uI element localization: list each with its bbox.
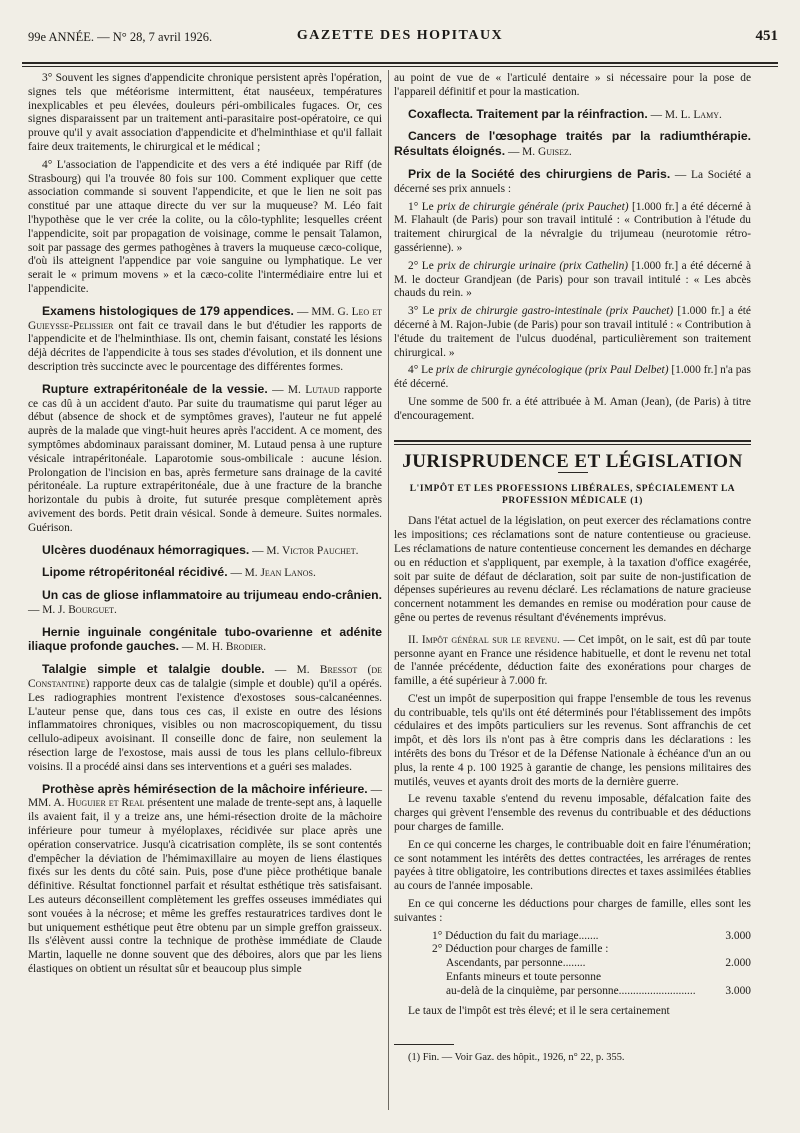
- prix-name: prix de chirurgie urinaire (prix Cathelin): [437, 259, 629, 272]
- deduction-label: 2° Déduction pour charges de famille :: [432, 943, 609, 956]
- continued-paragraph: au point de vue de « l'articulé dentaire » si nécessaire pour la pose de l'appareil définitif et pour la mastication.: [394, 72, 751, 98]
- issue-info: 99e ANNÉE. — N° 28, 7 avril 1926.: [28, 30, 213, 44]
- section-authors: — M. Victor Pauchet.: [252, 544, 359, 557]
- section-talalgie: [28, 663, 382, 774]
- deduction-row: [402, 930, 751, 944]
- section-lipome: [28, 566, 382, 581]
- footnote: (1) Fin. — Voir Gaz. des hôpit., 1926, n° 22, p. 355.: [408, 1052, 625, 1064]
- left-column: [28, 72, 382, 981]
- prix-text: [1.000 fr.] a été décerné à M. Rajon-Jubie (de Paris) pour son travail intitulé : « Contribution à l'étude du traitement de l'ulcus duodénal, particulièrement son traitement chirurgical. »: [394, 305, 751, 359]
- prix-item-3: [394, 305, 751, 360]
- section-title: Un cas de gliose inflammatoire au trijumeau endo-crânien.: [42, 588, 382, 603]
- section-authors: — M. Lutaud: [272, 383, 340, 396]
- section-coxaflecta: [394, 108, 751, 123]
- section-body: présentent une malade de trente-sept ans, à laquelle ils avaient fait, il y a treize ans, une hémi-résection droite de la mâchoire inférieure pour tumeur à myéloplaxes, récidivée sur place après une opération conservatrice. Jusqu'à cicatrisation complète, ils se sont contentés d'empêcher la déviation de l'hémimaxillaire au moyen de liens élastiques fixés sur les dents du côté sain. Puis, pose d'une pièce prothétique banale définitive. Résultat fonctionnel parfait et résultat esthétique très satisfaisant. Les auteurs déconseillent complètement les greffes osseuses immédiates qui sont vouées à la nécrose; et même les greffes restauratrices tardives dont le but uniquement esthétique peut être obtenu par un simple greffon graisseux. Ils s'élèvent aussi contre la technique de prothèse immédiate de Claude Martin, laquelle ne donne souvent que des déboires, alors que par les liens élastiques on obtient un résultat sûr et beaucoup plus simple: [28, 797, 382, 976]
- article-title: L'IMPÔT ET LES PROFESSIONS LIBÉRALES, SPÉCIALEMENT LA PROFESSION MÉDICALE (1): [409, 484, 736, 507]
- title-rule: [558, 472, 588, 473]
- footnote-rule: [394, 1044, 454, 1045]
- journal-title: GAZETTE DES HOPITAUX: [296, 28, 504, 43]
- prix-number: 2° Le: [408, 259, 438, 272]
- prix-name: prix de chirurgie générale (prix Pauchet): [437, 200, 629, 213]
- section-authors: — MM. A. Huguier et Real: [28, 783, 382, 810]
- section-authors: — M. Jean Lanos.: [230, 567, 316, 580]
- section-body: — La Société a décerné ses prix annuels :: [394, 168, 751, 195]
- prix-text: [1.000 fr.] n'a pas été décerné.: [394, 364, 751, 391]
- column-divider: [388, 70, 389, 1110]
- prix-number: 3° Le: [408, 305, 439, 318]
- deductions-list: [402, 930, 751, 999]
- section-prix-societe: [394, 168, 751, 197]
- prix-text: [1.000 fr.] a été décerné à M. le docteur Grandjean (de Paris) pour son travail intitulé : « Les abcès chauds du rein. »: [394, 259, 751, 300]
- prix-item-1: [394, 201, 751, 256]
- section-cancers-oesophage: [394, 130, 751, 160]
- section-title: Coxaflecta. Traitement par la réinfraction.: [408, 106, 648, 121]
- deduction-row: [402, 957, 751, 971]
- section-authors: — M. Guisez.: [507, 146, 572, 159]
- header-rule-thin: [22, 66, 778, 67]
- header-rule: [22, 62, 778, 64]
- deduction-row: [402, 971, 751, 985]
- article-paragraph: Dans l'état actuel de la législation, on peut exercer des réclamations contre les impositions; ces réclamations sont de nature contentieuse ou gracieuse. Les réclamations de nature contentieuse concernent les demandes en décharge ou en réduction et s'appliquent, par exemple, à la taxation d'office exagérée, soit par suite de défaut de déclaration, soit par suite de non-justification de dépenses supérieures au revenu déclaré. Les réclamations de nature gracieuse concernent notamment les demandes en remise ou modération pour cause de gêne ou pertes de revenus résultant d'événements imprévus.: [394, 515, 751, 624]
- prix-item-4: [394, 364, 751, 392]
- article-paragraph: Le revenu taxable s'entend du revenu imposable, défalcation faite des charges qui grèvent l'ensemble des revenus du contribuable et des déductions pour charges de famille.: [394, 793, 751, 834]
- section-title: Cancers de l'œsophage traités par la radiumthérapie. Résultats éloignés.: [394, 129, 751, 159]
- article-paragraph: Le taux de l'impôt est très élevé; et il le sera certainement: [408, 1004, 670, 1017]
- section-title: Prix de la Société des chirurgiens de Paris.: [408, 166, 671, 181]
- section-hernie-inguinale: [28, 626, 382, 656]
- prix-item-2: [394, 260, 751, 301]
- paragraph-appendicite-3: 3° Souvent les signes d'appendicite chronique persistent après l'opération, signes tels que météorisme intermittent, état nauséeux, températures inexplicables et peu élevées, douleurs péri-ombilicales fugaces. Or, ces signes disparaissent par un traitement anti-parasitaire post-opératoire, ce qui prouve qu'il y avait association d'appendicite et d'helminthiase et qu'il fallait faire deux traitements, le chirurgical et le médical ;: [28, 72, 382, 153]
- article-paragraph: C'est un impôt de superposition qui frappe l'ensemble de tous les revenus du contribuable, tels qu'ils ont été déterminés pour l'établissement des impôts cédulaires et des impôts particuliers sur les revenus. Sont affranchis de cet impôt, et dès lors ils n'ont pas à être compris dans les déclarations : les intérêts des bons du Trésor et de la Défense Nationale à échéance d'un an ou plus, la rente 4 p. 100 1925 à garantie de change, les pensions militaires des mutilés, veuves et ayants droit des morts de la dernière guerre.: [394, 692, 751, 788]
- subsection-heading: II. Impôt général sur le revenu.: [408, 633, 560, 646]
- section-title: Ulcères duodénaux hémorragiques.: [42, 542, 250, 557]
- section-authors: — M. L. Lamy.: [650, 108, 722, 121]
- section-gliose: [28, 589, 382, 618]
- prix-item-5: Une somme de 500 fr. a été attribuée à M. Aman (Jean), (de Paris) à titre d'encouragement.: [394, 395, 751, 422]
- section-authors: — M. H. Brodier.: [181, 641, 267, 654]
- deduction-row: [402, 943, 751, 957]
- right-column: [394, 72, 751, 1069]
- article-paragraph: En ce qui concerne les déductions pour charges de famille, elles sont les suivantes :: [394, 898, 751, 924]
- section-authors: — M. J. Bourguet.: [28, 603, 117, 616]
- section-authors: — MM. G. Leo et Guieysse-Pelissier: [28, 305, 382, 332]
- paragraph-appendicite-4: 4° L'association de l'appendicite et des vers a été indiquée par Riff (de Strasbourg) qui l'a trouvée 80 fois sur 100. Comment expliquer que cette association commande si souvent l'appendicite, et que le lien ne soit pas constitué par une attaque directe du ver sur la muqueuse? M. Léo fait l'hypothèse que le ver crée la colite, ou la côlo-typhlite; lesquelles créent l'appendicite, soit par propagation de voisinage, comme le pensait Talamon, soit par passage des germes pathogènes à travers la muqueuse cæco-colique, d'où ils atteignent l'appendice par voie sanguine ou lymphatique. Le ver serait le « primum movens » et la cæco-colite l'intermédiaire entre lui et l'appendicite.: [28, 158, 382, 295]
- subsection-body: — Cet impôt, on le sait, est dû par toute personne ayant en France une résidence habituelle, et dont le revenu net total de l'année précédente, déduction faite des exonérations pour charges de famille, a été supérieur à 7.000 fr.: [394, 633, 751, 688]
- deduction-label: 1° Déduction du fait du mariage.......: [432, 929, 599, 942]
- deduction-value: 3.000: [725, 984, 751, 997]
- section-title: Talalgie simple et talalgie double.: [42, 662, 265, 677]
- deduction-value: 3.000: [725, 929, 751, 942]
- section-authors: — M. Bressot (de Constantine): [28, 664, 382, 691]
- section-prothese-machoire: [28, 783, 382, 977]
- deduction-label: au-delà de la cinquième, par personne...........................: [446, 984, 696, 997]
- prix-name: prix de chirurgie gynécologique (prix Paul Delbet): [436, 364, 669, 377]
- page-header: [22, 26, 778, 50]
- deduction-label: Ascendants, par personne........: [446, 957, 586, 970]
- deduction-label: Enfants mineurs et toute personne: [446, 971, 601, 984]
- section-separator-thin: [394, 444, 751, 445]
- section-body: rapporte deux cas de talalgie (simple et double) qu'il a opérés. Les radiographies montrent l'existence d'exostoses sous-calcanéennes. L'auteur pense que, dans tous ces cas, il existe en outre des lésions inflammatoires chroniques, visibles ou non macroscopiquement, du tissu cellulo-adipeux avoisinant. Il conseille donc de faire, non seulement la résection large de l'exostose, mais aussi de tous les plans cellulo-fibreux voisins. Il a procédé ainsi dans ses interventions et a guéri ses malades.: [28, 678, 382, 773]
- section-rupture-vessie: [28, 383, 382, 536]
- section-title: Lipome rétropéritonéal récidivé.: [42, 565, 228, 580]
- section-separator: [394, 440, 751, 442]
- prix-name: prix de chirurgie gastro-intestinale (prix Pauchet): [438, 305, 674, 318]
- deduction-row: [402, 985, 751, 999]
- section-heading-jurisprudence: JURISPRUDENCE ET LÉGISLATION: [402, 450, 743, 472]
- article-paragraph: [394, 634, 751, 689]
- section-ulceres-duodenaux: [28, 544, 382, 559]
- section-title: Examens histologiques de 179 appendices.: [42, 303, 294, 318]
- prix-number: 1° Le: [408, 200, 438, 213]
- section-examens-histologiques: [28, 305, 382, 375]
- prix-text: [1.000 fr.] a été décerné à M. Flahault (de Paris) pour son travail intitulé : « Contribution à l'étude du traitement chirurgical de la névralgie du trijumeau (neurotomie rétro-gassérienne). »: [394, 200, 752, 254]
- prix-number: 4° Le: [408, 364, 436, 377]
- article-paragraph: En ce qui concerne les charges, le contribuable doit en faire l'énumération; ce sont notamment les intérêts des dettes contractées, les arrérages de rentes payées à titre obligatoire, les contributions directes et taxes assimilées établies au cours de l'année imposable.: [394, 838, 751, 893]
- page-number: 451: [755, 28, 778, 44]
- section-body: ont fait ce travail dans le but d'étudier les rapports de l'appendicite et de l'helminthiase. Ils ont, chemin faisant, constaté les lésions déjà décrites de l'appendicite à tous ses stades d'évolution, et ils donnent une description très succincte avec le pourcentage des différentes formes.: [28, 319, 382, 373]
- section-title: Rupture extrapéritonéale de la vessie.: [42, 381, 268, 396]
- deduction-value: 2.000: [725, 957, 751, 970]
- section-title: Hernie inguinale congénitale tubo-ovarienne et adénite iliaque profonde gauches.: [28, 624, 382, 654]
- section-title: Prothèse après hémirésection de la mâchoire inférieure.: [42, 781, 368, 796]
- section-body: rapporte ce cas dû à un accident d'auto. Par suite du traumatisme qui parut léger au début (absence de shock et de symptômes graves), l'auteur ne fut appelé auprès de la malade que vingt-huit heures après l'accident. A ce moment, des symptômes abdominaux paraissant dominer, M. Lutaud pensa à une rupture vésicale intrapéritonéale. Laparotomie sous-ombilicale : aucune lésion. Prolongation de l'incision en bas, après fermeture sans drainage de la cavité péritonéale. La rupture extrapéritonéale, due à une fracture de la branche horizontale du pubis à droite, fut suturée presque complètement après avivement des bords. Petit drain vésical. Sonde à demeure. Suites normales. Guérison.: [28, 383, 382, 534]
